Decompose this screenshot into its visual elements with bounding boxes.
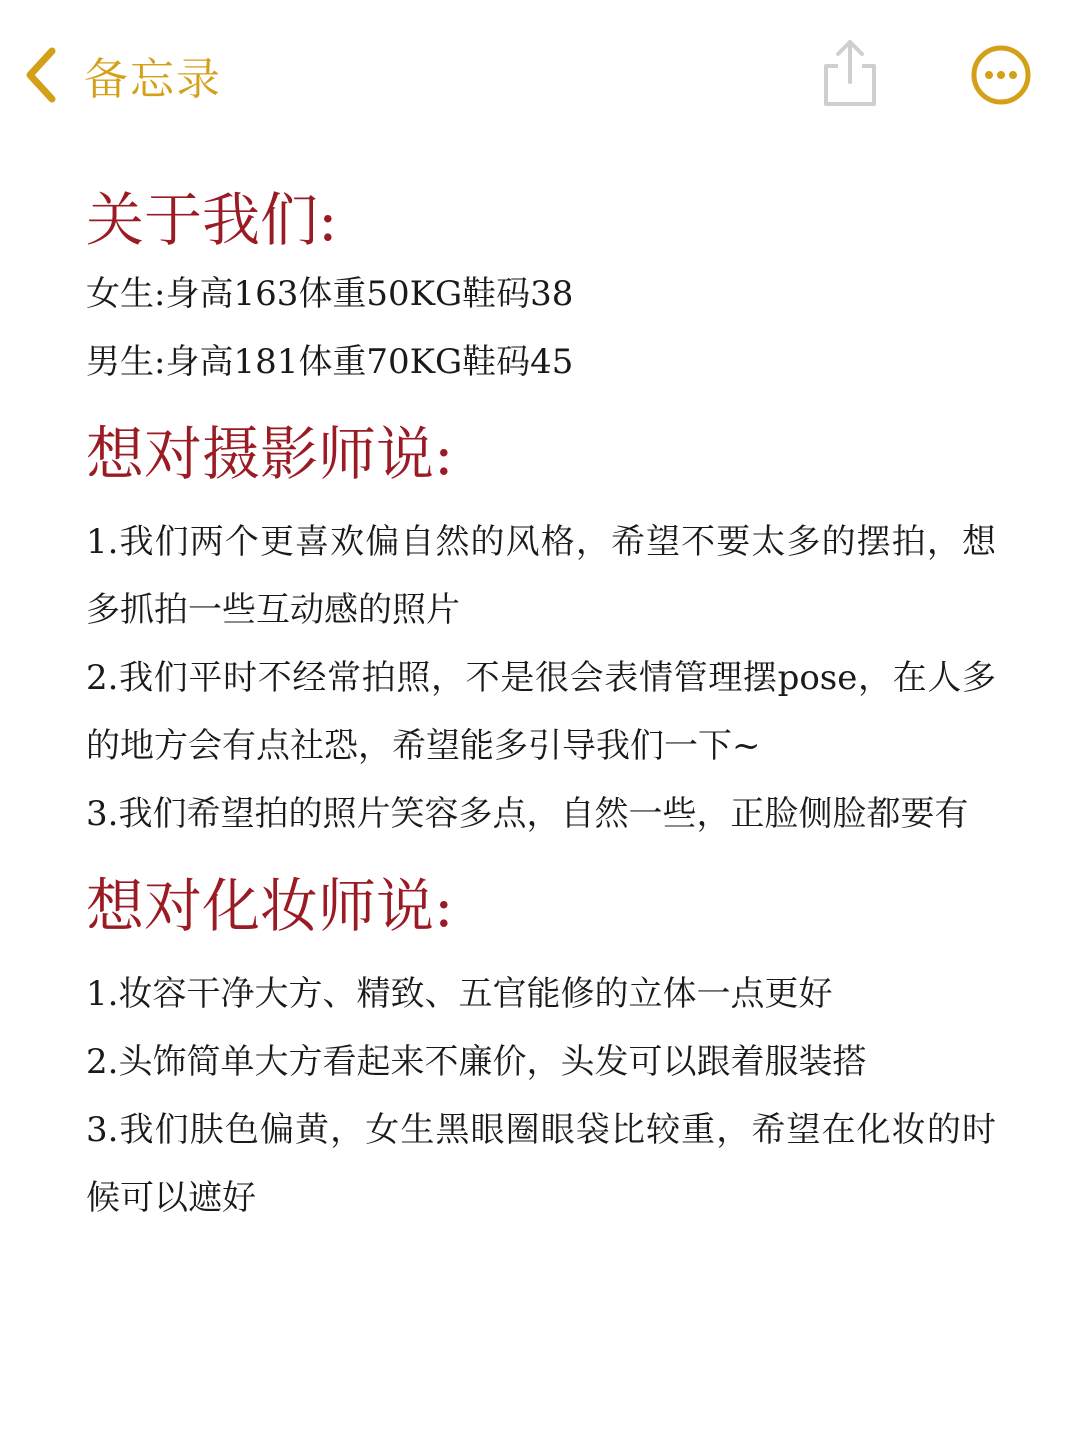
back-button[interactable] (22, 40, 222, 110)
note-line: 女生:身高163体重50KG鞋码38 (86, 274, 574, 314)
note-line: 男生:身高181体重70KG鞋码45 (86, 342, 574, 382)
note-content (86, 180, 996, 1232)
chevron-left-icon (22, 47, 58, 103)
more-button[interactable] (970, 44, 1032, 106)
note-paragraph: 1.我们两个更喜欢偏自然的风格，希望不要太多的摆拍，想多抓拍一些互动感的照片 (86, 522, 996, 630)
section-title-makeup: 想对化妆师说: (86, 872, 454, 940)
note-paragraph: 3.我们肤色偏黄，女生黑眼圈眼袋比较重，希望在化妆的时候可以遮好 (86, 1110, 996, 1218)
more-icon (970, 44, 1032, 106)
share-button[interactable] (818, 36, 882, 108)
note-paragraph: 1.妆容干净大方、精致、五官能修的立体一点更好 (86, 974, 833, 1014)
nav-bar (0, 0, 1080, 140)
note-paragraph: 3.我们希望拍的照片笑容多点，自然一些，正脸侧脸都要有 (86, 794, 969, 834)
back-label: 备忘录 (84, 54, 222, 105)
note-paragraph: 2.我们平时不经常拍照，不是很会表情管理摆pose，在人多的地方会有点社恐，希望能多引导我们一下~ (86, 658, 996, 766)
section-title-photographer: 想对摄影师说: (86, 420, 454, 488)
share-icon (818, 36, 882, 108)
section-title-about: 关于我们: (86, 186, 338, 254)
note-paragraph: 2.头饰简单大方看起来不廉价，头发可以跟着服装搭 (86, 1042, 867, 1082)
